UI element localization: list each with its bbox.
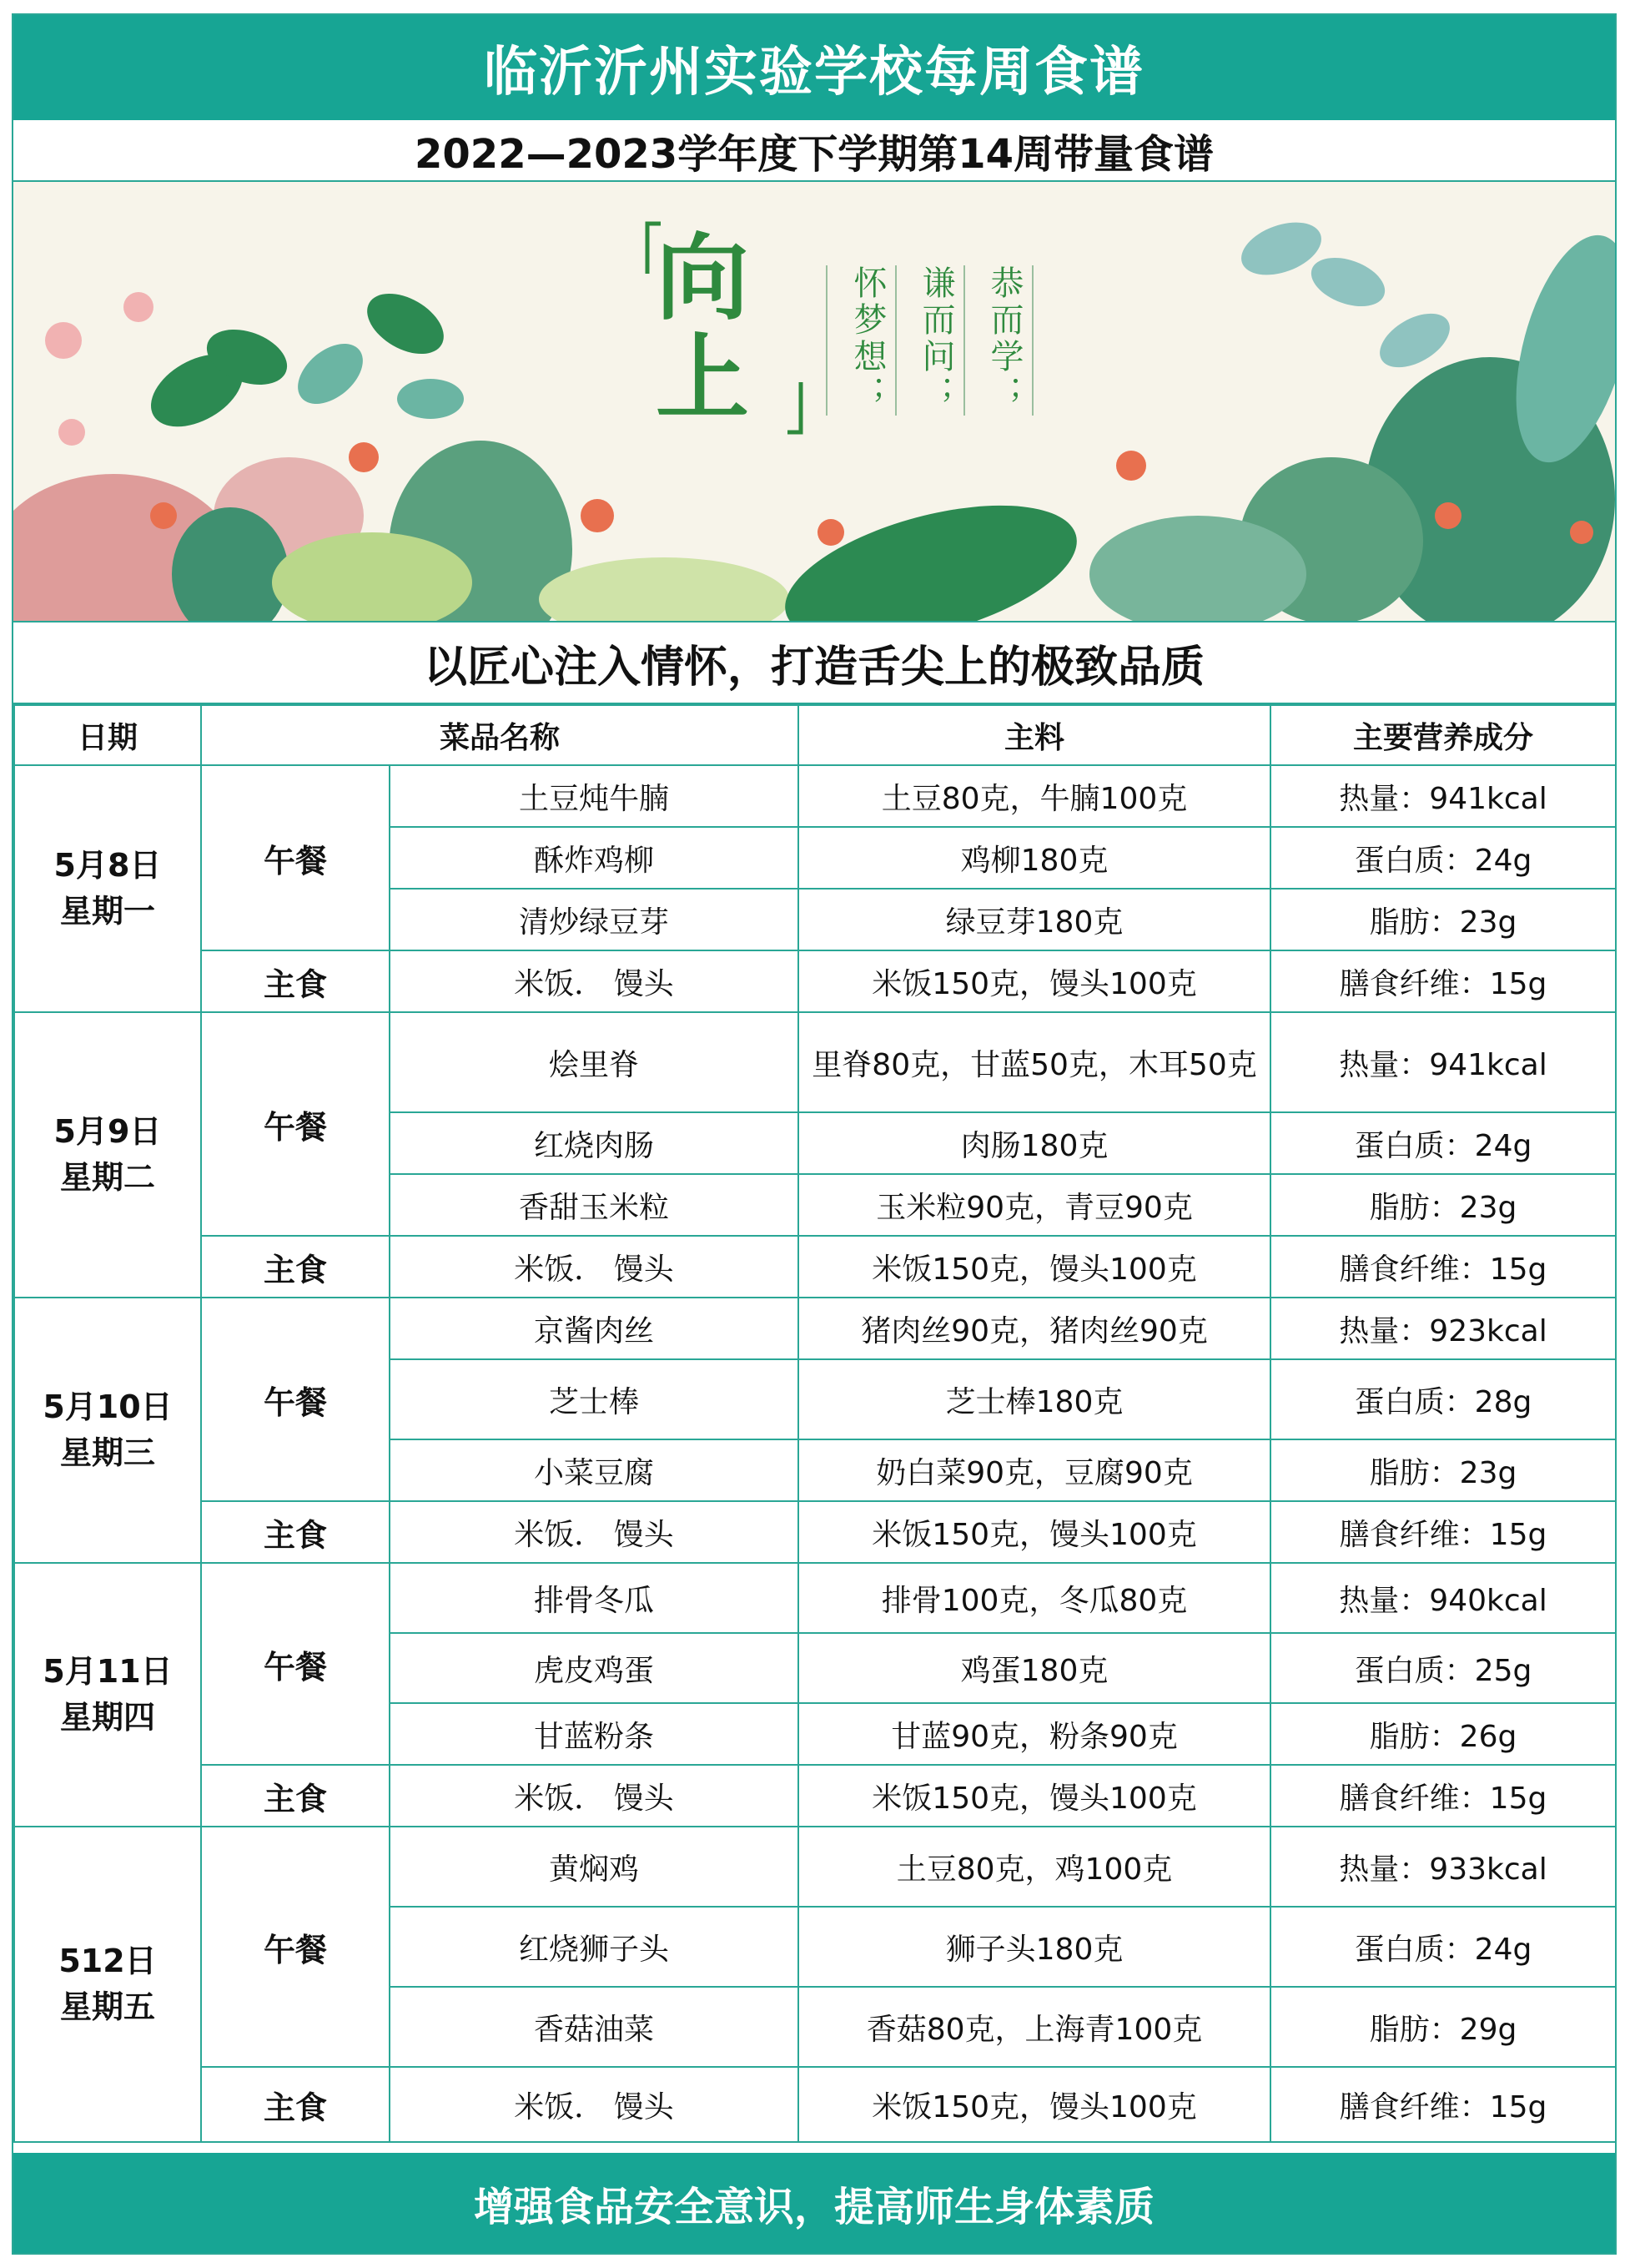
dish-nutrition: 热量：941kcal — [1270, 1012, 1616, 1112]
banner-char-2: 上 — [656, 324, 749, 433]
day-weekday: 星期五 — [59, 1988, 155, 2025]
day-cell — [14, 1563, 201, 1827]
meal-label-lunch: 午餐 — [201, 765, 390, 950]
table-row — [14, 1298, 1616, 1359]
dish-name: 香甜玉米粒 — [390, 1174, 798, 1236]
table-row — [14, 2067, 1616, 2142]
meal-label-lunch: 午餐 — [201, 1827, 390, 2067]
day-date: 512日 — [58, 1942, 157, 1979]
dish-ingredients: 肉肠180克 — [798, 1112, 1270, 1174]
dish-name: 香菇油菜 — [390, 1987, 798, 2067]
dish-nutrition: 热量：941kcal — [1270, 765, 1616, 827]
day-date: 5月9日 — [53, 1112, 162, 1150]
meal-label-staple: 主食 — [201, 950, 390, 1012]
dish-nutrition: 脂肪：29g — [1270, 1987, 1616, 2067]
day-cell — [14, 1827, 201, 2142]
dish-nutrition: 脂肪：23g — [1270, 889, 1616, 950]
banner-char-1: 向 — [656, 224, 749, 333]
dish-name: 排骨冬瓜 — [390, 1563, 798, 1633]
staple-name: 米饭． 馒头 — [390, 1501, 798, 1563]
dish-ingredients: 土豆80克，鸡100克 — [798, 1827, 1270, 1907]
staple-nutrition: 膳食纤维：15g — [1270, 950, 1616, 1012]
dish-ingredients: 奶白菜90克，豆腐90克 — [798, 1439, 1270, 1501]
meal-label-staple: 主食 — [201, 1765, 390, 1827]
dish-nutrition: 热量：933kcal — [1270, 1827, 1616, 1907]
dish-nutrition: 脂肪：23g — [1270, 1439, 1616, 1501]
header-nutrition: 主要营养成分 — [1270, 705, 1616, 765]
table-header-row — [14, 705, 1616, 765]
staple-nutrition: 膳食纤维：15g — [1270, 1765, 1616, 1827]
dish-name: 土豆炖牛腩 — [390, 765, 798, 827]
day-cell — [14, 1298, 201, 1563]
staple-name: 米饭． 馒头 — [390, 1765, 798, 1827]
table-row — [14, 950, 1616, 1012]
dish-name: 红烧肉肠 — [390, 1112, 798, 1174]
day-date: 5月11日 — [43, 1652, 173, 1690]
footer-slogan: 增强食品安全意识，提高师生身体素质 — [13, 2153, 1615, 2253]
menu-body — [14, 765, 1616, 2142]
table-row — [14, 1563, 1616, 1633]
banner-illustration — [13, 182, 1615, 622]
dish-nutrition: 热量：940kcal — [1270, 1563, 1616, 1633]
dish-name: 京酱肉丝 — [390, 1298, 798, 1359]
dish-ingredients: 排骨100克，冬瓜80克 — [798, 1563, 1270, 1633]
dish-nutrition: 蛋白质：28g — [1270, 1359, 1616, 1439]
dish-name: 甘蓝粉条 — [390, 1703, 798, 1765]
header-dish: 菜品名称 — [201, 705, 798, 765]
page-title: 临沂沂州实验学校每周食谱 — [13, 15, 1615, 120]
dish-name: 小菜豆腐 — [390, 1439, 798, 1501]
page-subtitle: 2022—2023学年度下学期第14周带量食谱 — [13, 120, 1615, 182]
day-weekday: 星期四 — [59, 1699, 155, 1736]
day-date: 5月10日 — [43, 1388, 173, 1425]
dish-nutrition: 蛋白质：25g — [1270, 1633, 1616, 1703]
meal-label-staple: 主食 — [201, 1236, 390, 1298]
dish-name: 虎皮鸡蛋 — [390, 1633, 798, 1703]
staple-ingredients: 米饭150克，馒头100克 — [798, 1501, 1270, 1563]
day-weekday: 星期一 — [59, 893, 155, 930]
meal-label-lunch: 午餐 — [201, 1012, 390, 1236]
staple-name: 米饭． 馒头 — [390, 1236, 798, 1298]
dish-nutrition: 蛋白质：24g — [1270, 827, 1616, 889]
banner-poem-1: 恭而学； — [985, 265, 1024, 412]
dish-name: 芝士棒 — [390, 1359, 798, 1439]
dish-name: 黄焖鸡 — [390, 1827, 798, 1907]
dish-ingredients: 芝士棒180克 — [798, 1359, 1270, 1439]
meal-label-lunch: 午餐 — [201, 1298, 390, 1501]
menu-table — [13, 704, 1617, 2143]
dish-ingredients: 里脊80克，甘蓝50克，木耳50克 — [798, 1012, 1270, 1112]
staple-nutrition: 膳食纤维：15g — [1270, 2067, 1616, 2142]
meal-label-lunch: 午餐 — [201, 1563, 390, 1765]
dish-ingredients: 狮子头180克 — [798, 1907, 1270, 1987]
dish-ingredients: 绿豆芽180克 — [798, 889, 1270, 950]
banner-poem-2: 谦而问； — [917, 265, 955, 412]
day-cell — [14, 765, 201, 1012]
meal-label-staple: 主食 — [201, 2067, 390, 2142]
day-weekday: 星期二 — [59, 1159, 155, 1196]
dish-ingredients: 鸡柳180克 — [798, 827, 1270, 889]
dish-ingredients: 香菇80克，上海青100克 — [798, 1987, 1270, 2067]
dish-nutrition: 脂肪：23g — [1270, 1174, 1616, 1236]
header-date: 日期 — [14, 705, 201, 765]
table-row — [14, 1827, 1616, 1907]
banner-poem-3: 怀梦想； — [848, 265, 887, 412]
dish-nutrition: 脂肪：26g — [1270, 1703, 1616, 1765]
day-cell — [14, 1012, 201, 1298]
staple-ingredients: 米饭150克，馒头100克 — [798, 1765, 1270, 1827]
dish-name: 烩里脊 — [390, 1012, 798, 1112]
menu-sheet — [12, 13, 1617, 2255]
dish-name: 红烧狮子头 — [390, 1907, 798, 1987]
table-row — [14, 1501, 1616, 1563]
header-ingredients: 主料 — [798, 705, 1270, 765]
dish-ingredients: 玉米粒90克，青豆90克 — [798, 1174, 1270, 1236]
staple-ingredients: 米饭150克，馒头100克 — [798, 950, 1270, 1012]
table-row — [14, 1765, 1616, 1827]
slogan: 以匠心注入情怀，打造舌尖上的极致品质 — [13, 622, 1615, 704]
dish-nutrition: 热量：923kcal — [1270, 1298, 1616, 1359]
table-row — [14, 1012, 1616, 1112]
staple-ingredients: 米饭150克，馒头100克 — [798, 1236, 1270, 1298]
dish-ingredients: 土豆80克，牛腩100克 — [798, 765, 1270, 827]
dish-name: 清炒绿豆芽 — [390, 889, 798, 950]
day-date: 5月8日 — [53, 846, 162, 884]
staple-name: 米饭． 馒头 — [390, 950, 798, 1012]
table-row — [14, 1236, 1616, 1298]
dish-ingredients: 猪肉丝90克，猪肉丝90克 — [798, 1298, 1270, 1359]
dish-name: 酥炸鸡柳 — [390, 827, 798, 889]
staple-nutrition: 膳食纤维：15g — [1270, 1236, 1616, 1298]
dish-nutrition: 蛋白质：24g — [1270, 1907, 1616, 1987]
staple-name: 米饭． 馒头 — [390, 2067, 798, 2142]
dish-ingredients: 甘蓝90克，粉条90克 — [798, 1703, 1270, 1765]
day-weekday: 星期三 — [59, 1434, 155, 1471]
table-row — [14, 765, 1616, 827]
plant-illustration — [13, 182, 1615, 621]
meal-label-staple: 主食 — [201, 1501, 390, 1563]
staple-ingredients: 米饭150克，馒头100克 — [798, 2067, 1270, 2142]
staple-nutrition: 膳食纤维：15g — [1270, 1501, 1616, 1563]
dish-nutrition: 蛋白质：24g — [1270, 1112, 1616, 1174]
dish-ingredients: 鸡蛋180克 — [798, 1633, 1270, 1703]
